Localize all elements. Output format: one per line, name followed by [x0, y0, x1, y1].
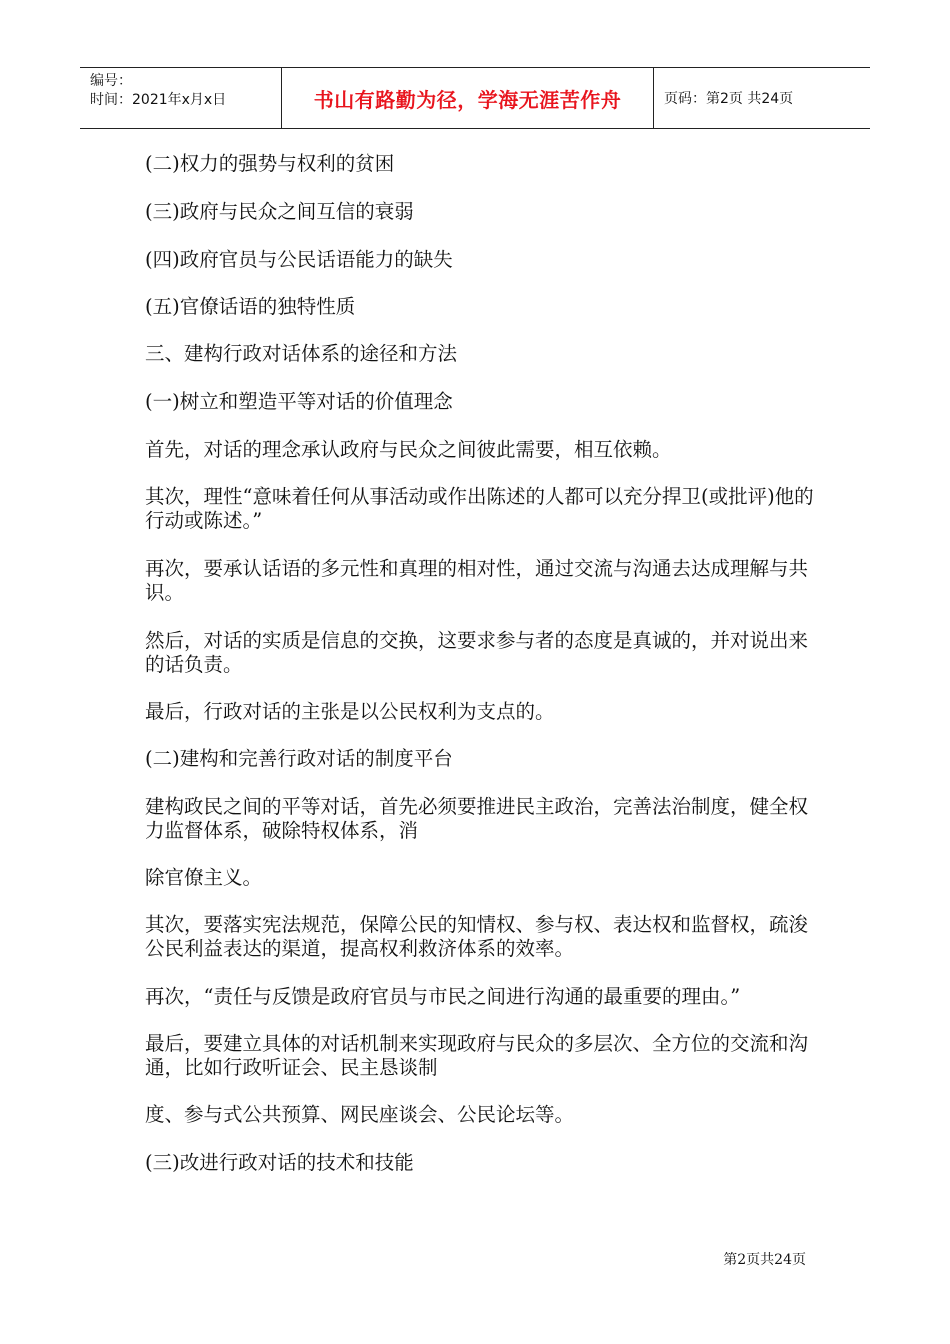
document-number-label: 编号： [90, 73, 132, 89]
paragraph: (五)官僚话语的独特性质 [145, 295, 356, 318]
page-footer: 第2页共24页 [723, 1252, 806, 1268]
paragraph: (三)政府与民众之间互信的衰弱 [145, 200, 414, 223]
paragraph: 度、参与式公共预算、网民座谈会、公民论坛等。 [145, 1103, 575, 1126]
paragraph: 最后，行政对话的主张是以公民权利为支点的。 [145, 700, 555, 723]
paragraph: 然后，对话的实质是信息的交换，这要求参与者的态度是真诚的，并对说出来的话负责。 [145, 629, 809, 676]
subsection-heading: (三)改进行政对话的技术和技能 [145, 1151, 414, 1174]
document-header [80, 67, 870, 129]
document-body [145, 152, 815, 1175]
header-meta [80, 68, 282, 128]
paragraph: 除官僚主义。 [145, 866, 263, 889]
subsection-heading: (一)树立和塑造平等对话的价值理念 [145, 390, 453, 413]
paragraph: 最后，要建立具体的对话机制来实现政府与民众的多层次、全方位的交流和沟通，比如行政听证会、民主恳谈制 [145, 1032, 809, 1079]
paragraph: (四)政府官员与公民话语能力的缺失 [145, 248, 453, 271]
paragraph: 建构政民之间的平等对话，首先必须要推进民主政治，完善法治制度，健全权力监督体系，破除特权体系，消 [145, 795, 809, 842]
header-motto: 书山有路勤为径，学海无涯苦作舟 [282, 68, 654, 128]
paragraph: 其次，要落实宪法规范，保障公民的知情权、参与权、表达权和监督权，疏浚公民利益表达的渠道，提高权利救济体系的效率。 [145, 913, 809, 960]
paragraph: 首先，对话的理念承认政府与民众之间彼此需要，相互依赖。 [145, 438, 672, 461]
paragraph: 再次，要承认话语的多元性和真理的相对性，通过交流与沟通去达成理解与共识。 [145, 557, 809, 604]
paragraph: 其次，理性“意味着任何从事活动或作出陈述的人都可以充分捍卫(或批评)他的行动或陈述。” [145, 485, 814, 532]
document-time-label: 时间：2021年x月x日 [90, 92, 227, 108]
subsection-heading: (二)建构和完善行政对话的制度平台 [145, 747, 453, 770]
paragraph: 再次，“责任与反馈是政府官员与市民之间进行沟通的最重要的理由。” [145, 985, 741, 1008]
header-page-info: 页码：第2页 共24页 [664, 91, 794, 107]
paragraph: (二)权力的强势与权利的贫困 [145, 152, 395, 175]
section-heading: 三、建构行政对话体系的途径和方法 [145, 342, 458, 365]
